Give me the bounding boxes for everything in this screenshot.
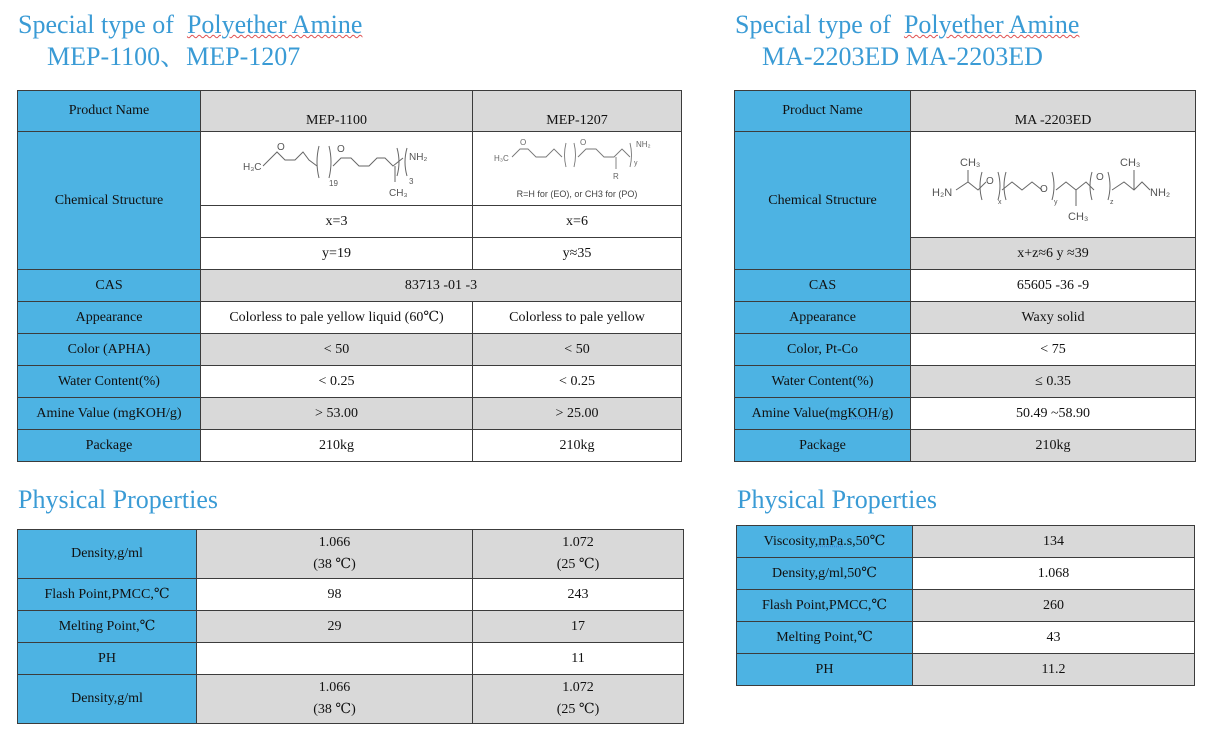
flash-mep1207: 243: [473, 579, 684, 611]
density-mep1207: [473, 530, 684, 579]
right-ph-label: PH: [737, 654, 913, 686]
structure-mep1207: [473, 132, 682, 206]
left-title-line1: [18, 10, 362, 40]
right-water-value: ≤ 0.35: [911, 366, 1196, 398]
right-package-value: 210kg: [911, 430, 1196, 462]
svg-text:CH₃: CH₃: [1120, 156, 1141, 169]
svg-text:O: O: [986, 175, 994, 187]
right-color-label: Color, Pt-Co: [735, 334, 911, 366]
svg-text:R: R: [613, 171, 619, 181]
left-physical-table: [17, 529, 684, 724]
table-row: [735, 302, 1196, 334]
table-row: [735, 398, 1196, 430]
density2-mep1100-value: 1.066: [318, 680, 351, 695]
melting-mep1100: 29: [197, 611, 473, 643]
mep1100-structure-drawing: [237, 136, 437, 202]
svg-text:CH₃: CH₃: [960, 156, 981, 169]
package-mep1100: 210kg: [201, 430, 473, 462]
right-flash-label: Flash Point,PMCC,℃: [737, 590, 913, 622]
structure-ma2203ed: [911, 132, 1196, 238]
mep1100-x: x=3: [201, 206, 473, 238]
right-density-label: Density,g/ml,50℃: [737, 558, 913, 590]
right-flash-value: 260: [913, 590, 1195, 622]
svg-text:O: O: [336, 143, 345, 155]
right-amine-label-suffix: /g): [877, 405, 894, 421]
viscosity-label-prefix: Viscosity,: [763, 533, 819, 549]
svg-text:O: O: [276, 141, 285, 153]
svg-text:NH₂: NH₂: [1150, 186, 1171, 199]
right-color-value: < 75: [911, 334, 1196, 366]
right-appearance-label: Appearance: [735, 302, 911, 334]
amine-value-label: Amine Value (mgKOH/g): [18, 398, 201, 430]
density-mep1207-cond: (25 ℃): [556, 557, 600, 572]
svg-text:z: z: [1110, 198, 1114, 206]
svg-text:H₃C: H₃C: [242, 161, 262, 173]
density-label: Density,g/ml: [18, 530, 197, 579]
ma2203ed-structure-drawing: [928, 140, 1178, 230]
table-row: [735, 366, 1196, 398]
color-apha-label: Color (APHA): [18, 334, 201, 366]
right-chemical-structure-label: Chemical Structure: [735, 132, 911, 270]
right-cas-label: CAS: [735, 270, 911, 302]
right-melting-label: Melting Point,℃: [737, 622, 913, 654]
mep1207-structure-caption: R=H for (EO), or CH3 for (PO): [516, 188, 638, 199]
table-row: [737, 590, 1195, 622]
right-amine-label: [735, 398, 911, 430]
appearance-mep1207: Colorless to pale yellow: [473, 302, 682, 334]
density2-mep1207-value: 1.072: [562, 680, 594, 695]
density2-mep1100-cond: (38 ℃): [313, 702, 356, 717]
amine-mep1100: > 53.00: [201, 398, 473, 430]
svg-text:x: x: [998, 198, 1002, 206]
water-content-label: Water Content(%): [18, 366, 201, 398]
product-mep1207: MEP-1207: [473, 91, 682, 132]
melting-point-label: Melting Point,℃: [18, 611, 197, 643]
amine-mep1207: > 25.00: [473, 398, 682, 430]
right-amine-label-prefix: Amine Value(: [751, 405, 830, 421]
water-mep1207: < 0.25: [473, 366, 682, 398]
mep1100-y: y=19: [201, 238, 473, 270]
svg-text:CH₃: CH₃: [1068, 210, 1089, 223]
right-cas-value: 65605 -36 -9: [911, 270, 1196, 302]
flash-mep1100: 98: [197, 579, 473, 611]
density2-mep1100: [197, 675, 473, 724]
mep1207-y: y≈35: [473, 238, 682, 270]
left-title-line2: MEP-1100、MEP-1207: [47, 42, 301, 71]
right-title-suffix: Polyether Amine: [903, 10, 1080, 39]
left-title-prefix: Special type of: [18, 10, 174, 39]
viscosity-label-unit: mPa: [818, 533, 844, 549]
table-row: [735, 334, 1196, 366]
cas-value: 83713 -01 -3: [201, 270, 682, 302]
right-melting-value: 43: [913, 622, 1195, 654]
table-row: [737, 654, 1195, 686]
table-row: [18, 366, 682, 398]
chemical-structure-label: Chemical Structure: [18, 132, 201, 270]
right-physical-title: Physical Properties: [737, 485, 938, 514]
density-mep1100-cond: (38 ℃): [313, 557, 356, 572]
left-physical-title: Physical Properties: [18, 485, 219, 514]
table-row: [18, 334, 682, 366]
table-row: [18, 302, 682, 334]
right-title-line2: MA-2203ED MA-2203ED: [762, 42, 1043, 71]
svg-text:O: O: [580, 137, 587, 147]
svg-text:H₂N: H₂N: [932, 186, 953, 199]
product-name-label: Product Name: [18, 91, 201, 132]
left-title-suffix: Polyether Amine: [186, 10, 363, 39]
cas-label: CAS: [18, 270, 201, 302]
melting-mep1207: 17: [473, 611, 684, 643]
left-spec-table: [17, 90, 682, 462]
right-amine-label-unit: mgKOH: [829, 405, 878, 421]
viscosity-value: 134: [913, 526, 1195, 558]
right-spec-table: [734, 90, 1196, 462]
right-amine-value: 50.49 ~58.90: [911, 398, 1196, 430]
viscosity-label: [737, 526, 913, 558]
right-density-value: 1.068: [913, 558, 1195, 590]
svg-text:H₃C: H₃C: [494, 153, 509, 163]
density-mep1100-value: 1.066: [318, 535, 351, 550]
ph-mep1100: [197, 643, 473, 675]
right-appearance-value: Waxy solid: [911, 302, 1196, 334]
color-mep1207: < 50: [473, 334, 682, 366]
svg-text:y: y: [634, 159, 638, 167]
density2-mep1207-cond: (25 ℃): [556, 702, 600, 717]
svg-text:CH₃: CH₃: [388, 187, 408, 199]
density2-label: Density,g/ml: [18, 675, 197, 724]
mep1207-x: x=6: [473, 206, 682, 238]
ph-mep1207: 11: [473, 643, 684, 675]
svg-text:3: 3: [408, 176, 413, 186]
viscosity-label-suffix: .s,50℃: [843, 533, 886, 549]
svg-text:19: 19: [328, 178, 338, 188]
right-product-name-label: Product Name: [735, 91, 911, 132]
density-mep1100: [197, 530, 473, 579]
svg-text:O: O: [520, 137, 527, 147]
right-ph-value: 11.2: [913, 654, 1195, 686]
ph-label: PH: [18, 643, 197, 675]
right-package-label: Package: [735, 430, 911, 462]
right-water-label: Water Content(%): [735, 366, 911, 398]
mep1207-structure-drawing: [492, 135, 662, 187]
right-title-line1: [735, 10, 1079, 40]
package-label: Package: [18, 430, 201, 462]
structure-mep1100: [201, 132, 473, 206]
right-physical-table: [736, 525, 1195, 686]
appearance-label: Appearance: [18, 302, 201, 334]
svg-text:y: y: [1054, 198, 1058, 206]
density2-mep1207: [473, 675, 684, 724]
table-row: [735, 270, 1196, 302]
svg-text:NH₂: NH₂: [636, 139, 651, 149]
product-mep1100: MEP-1100: [201, 91, 473, 132]
package-mep1207: 210kg: [473, 430, 682, 462]
table-row: [737, 526, 1195, 558]
appearance-mep1100: Colorless to pale yellow liquid (60℃): [201, 302, 473, 334]
svg-text:O: O: [1096, 171, 1104, 183]
table-row: [18, 398, 682, 430]
color-mep1100: < 50: [201, 334, 473, 366]
table-row: [737, 622, 1195, 654]
svg-text:O: O: [1040, 183, 1048, 195]
svg-text:NH₂: NH₂: [408, 151, 427, 163]
flash-point-label: Flash Point,PMCC,℃: [18, 579, 197, 611]
product-ma2203ed: MA -2203ED: [911, 91, 1196, 132]
table-row: [735, 430, 1196, 462]
ma2203ed-xy: x+z≈6 y ≈39: [911, 238, 1196, 270]
table-row: [737, 558, 1195, 590]
density-mep1207-value: 1.072: [562, 535, 594, 550]
water-mep1100: < 0.25: [201, 366, 473, 398]
table-row: [18, 430, 682, 462]
right-title-prefix: Special type of: [735, 10, 891, 39]
